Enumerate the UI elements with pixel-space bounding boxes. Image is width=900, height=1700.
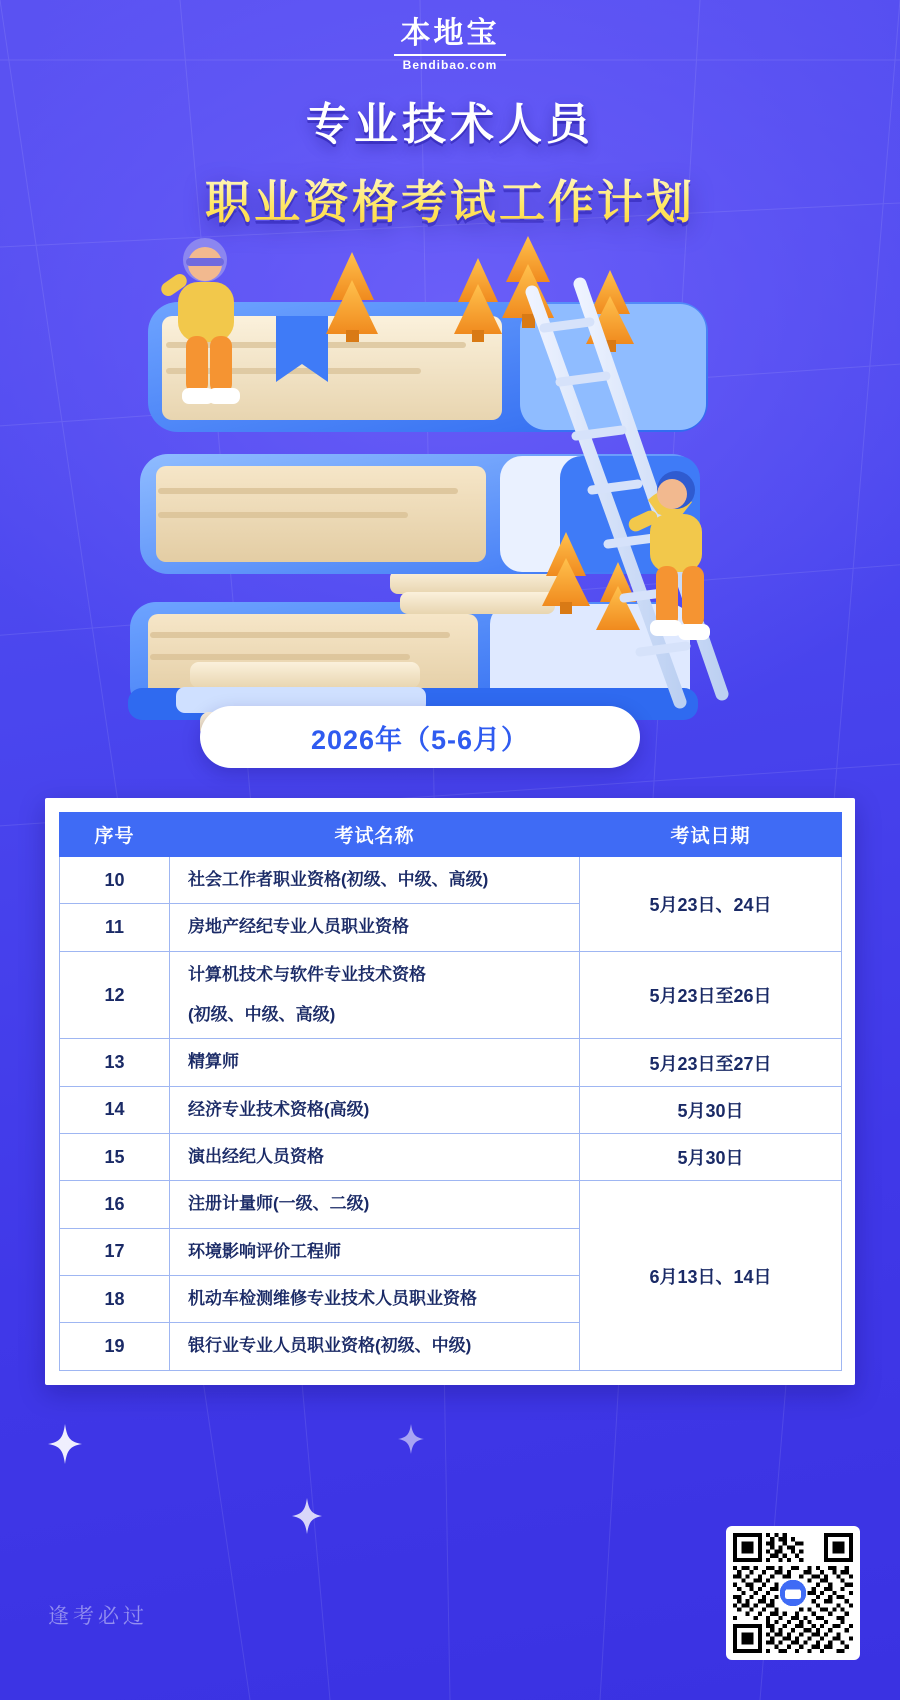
date-banner-text: 2026年（5-6月） xyxy=(310,724,530,755)
table-row xyxy=(60,1039,842,1086)
row-index: 19 xyxy=(60,1323,170,1370)
row-index: 12 xyxy=(60,951,170,1039)
row-index: 13 xyxy=(60,1039,170,1086)
row-exam-name-sub: (初级、中级、高级) xyxy=(188,1005,336,1025)
column-header-name: 考试名称 xyxy=(170,813,580,857)
column-header-date: 考试日期 xyxy=(580,813,842,857)
row-exam-name: 环境影响评价工程师 xyxy=(170,1228,580,1275)
exam-schedule-card xyxy=(45,798,855,1385)
row-exam-date: 5月23日、24日 xyxy=(580,857,842,952)
row-exam-name-main: 计算机技术与软件专业技术资格 xyxy=(188,964,426,984)
table-row xyxy=(60,857,842,904)
page-title-line2: 职业资格考试工作计划 xyxy=(0,166,900,232)
row-index: 16 xyxy=(60,1181,170,1228)
row-exam-name xyxy=(170,951,580,1039)
qr-code[interactable] xyxy=(726,1526,860,1660)
row-exam-date: 5月30日 xyxy=(580,1086,842,1133)
row-exam-name: 精算师 xyxy=(170,1039,580,1086)
row-exam-name: 经济专业技术资格(高级) xyxy=(170,1086,580,1133)
row-exam-date: 5月30日 xyxy=(580,1134,842,1181)
row-index: 15 xyxy=(60,1134,170,1181)
sparkle-icon xyxy=(292,1498,322,1534)
row-exam-name: 机动车检测维修专业技术人员职业资格 xyxy=(170,1276,580,1323)
row-exam-name: 社会工作者职业资格(初级、中级、高级) xyxy=(170,857,580,904)
table-row xyxy=(60,1134,842,1181)
row-index: 14 xyxy=(60,1086,170,1133)
row-index: 11 xyxy=(60,904,170,951)
brand-logo xyxy=(0,18,900,72)
table-header-row xyxy=(60,813,842,857)
row-index: 18 xyxy=(60,1276,170,1323)
brand-divider xyxy=(394,54,506,56)
brand-name-cn: 本地宝 xyxy=(400,17,500,50)
page-title-line1: 专业技术人员 xyxy=(306,100,594,149)
row-index: 17 xyxy=(60,1228,170,1275)
row-exam-name: 演出经纪人员资格 xyxy=(170,1134,580,1181)
row-exam-name: 房地产经纪专业人员职业资格 xyxy=(170,904,580,951)
row-exam-date: 6月13日、14日 xyxy=(580,1181,842,1370)
row-exam-name: 注册计量师(一级、二级) xyxy=(170,1181,580,1228)
exam-schedule-table xyxy=(59,812,842,1371)
row-index: 10 xyxy=(60,857,170,904)
brand-name-en: Bendibao.com xyxy=(402,57,498,72)
sparkle-icon xyxy=(398,1424,424,1454)
sparkle-icon xyxy=(48,1424,82,1464)
row-exam-date: 5月23日至26日 xyxy=(580,951,842,1039)
row-exam-name: 银行业专业人员职业资格(初级、中级) xyxy=(170,1323,580,1370)
column-header-index: 序号 xyxy=(60,813,170,857)
table-row xyxy=(60,951,842,1039)
date-banner xyxy=(200,706,640,768)
table-row xyxy=(60,1181,842,1228)
footer-slogan: 逢考必过 xyxy=(48,1605,148,1628)
table-row xyxy=(60,1086,842,1133)
row-exam-date: 5月23日至27日 xyxy=(580,1039,842,1086)
